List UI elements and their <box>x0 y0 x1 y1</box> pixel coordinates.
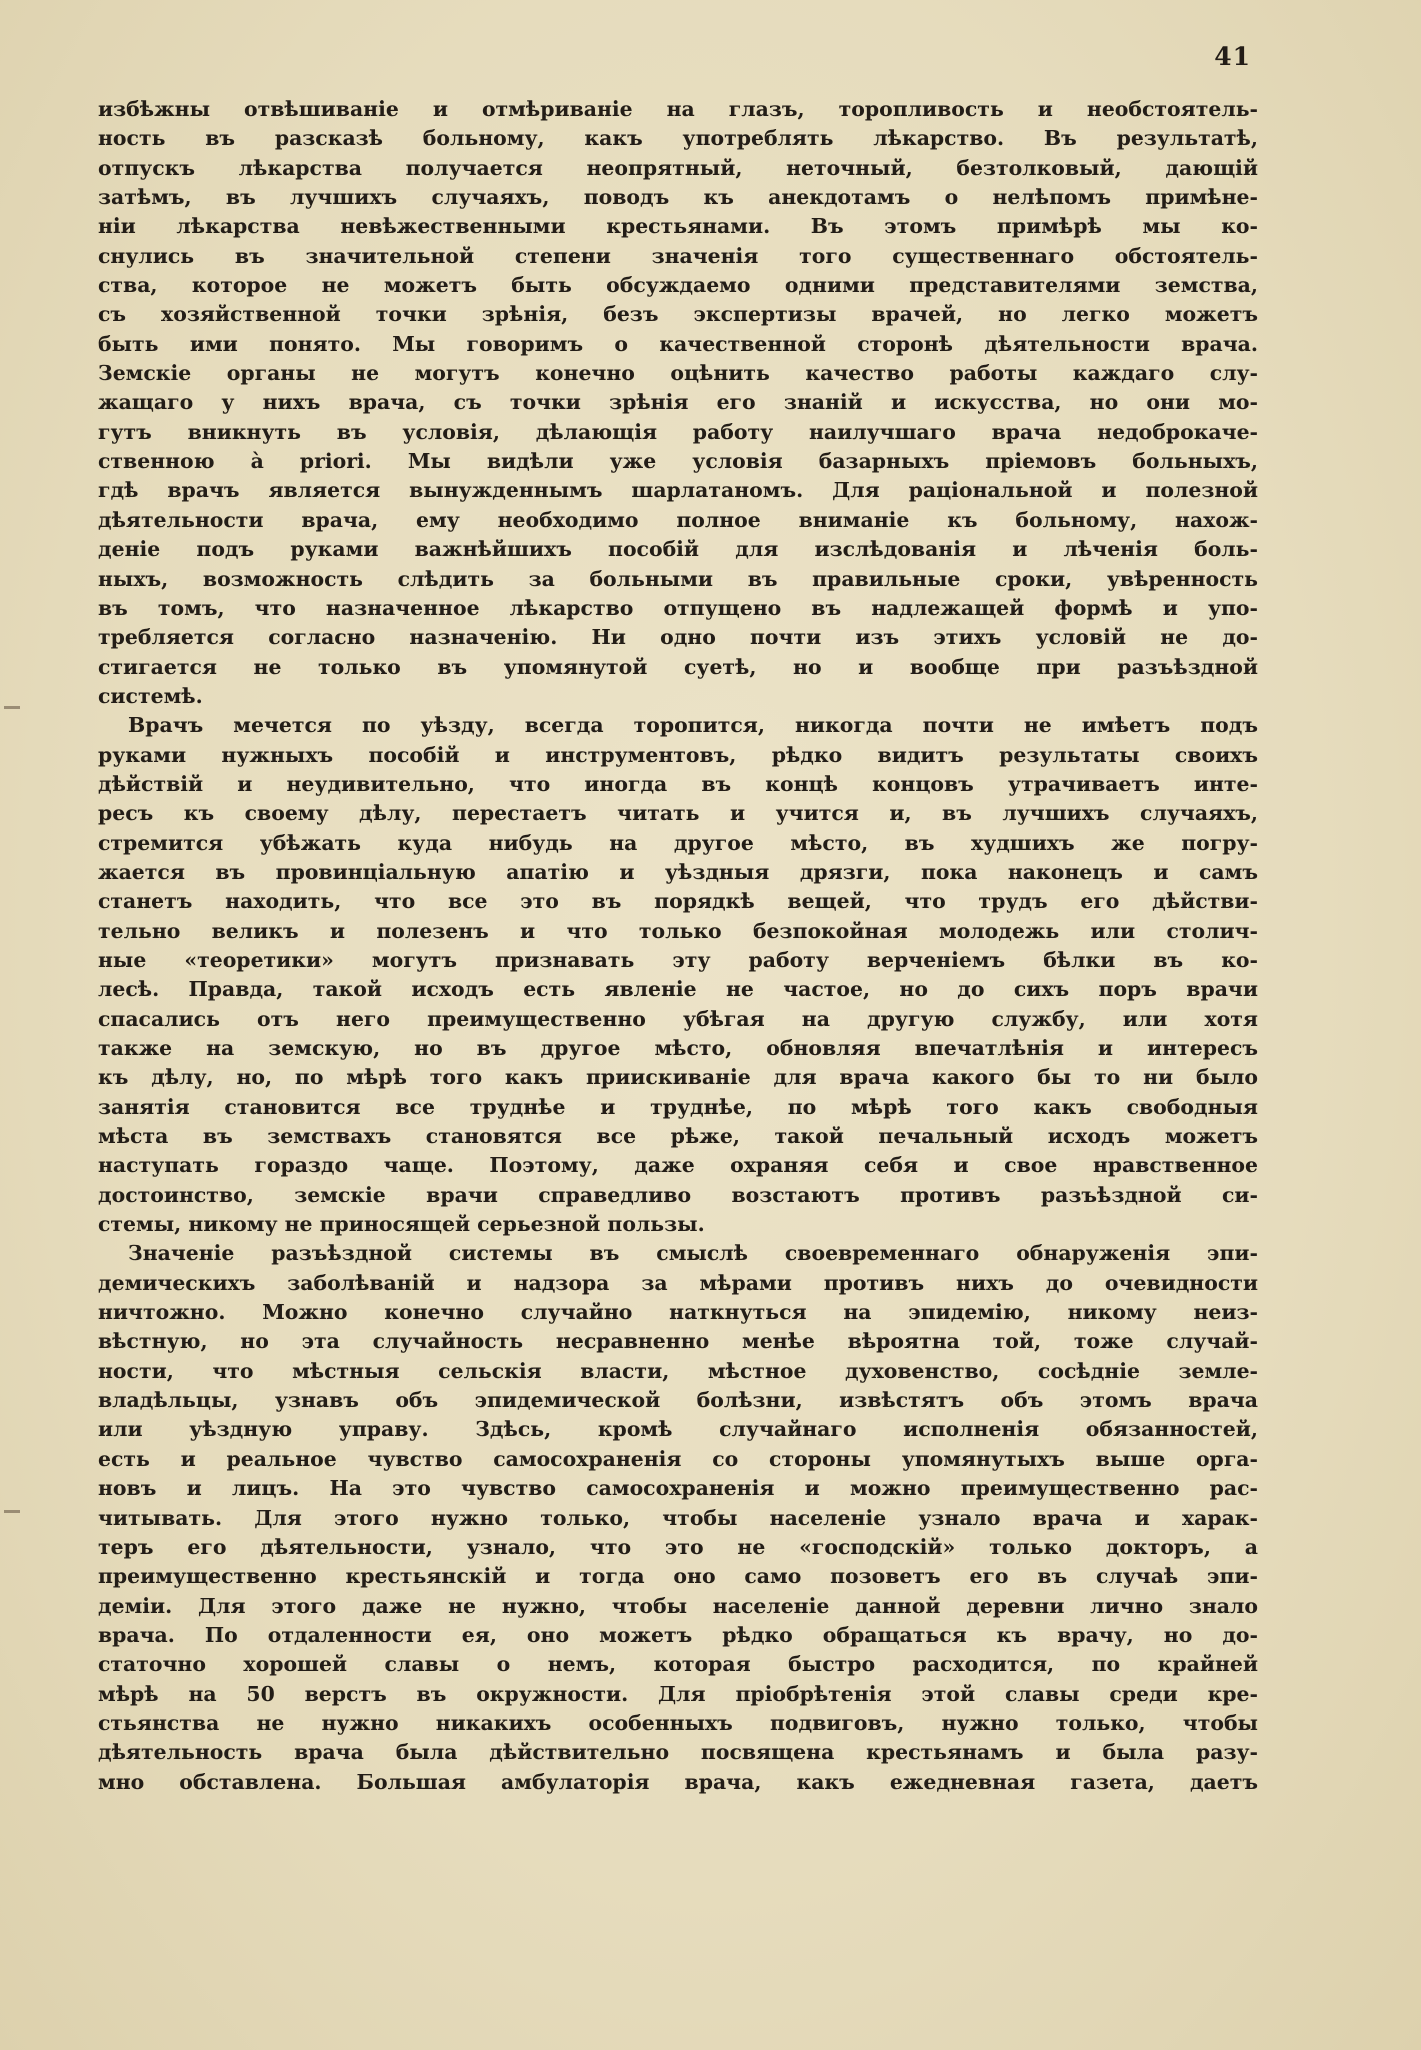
text-line: съ хозяйственной точки зрѣнія, безъ экспертизы врачей, но легко можетъ <box>98 302 1258 327</box>
text-line: статочно хорошей славы о немъ, которая быстро расходится, по крайней <box>98 1652 1258 1677</box>
text-line: ничтожно. Можно конечно случайно наткнуться на эпидемію, никому неиз- <box>98 1300 1258 1325</box>
text-line: жается въ провинціальную апатію и уѣздныя дрязги, пока наконецъ и самъ <box>98 859 1258 884</box>
text-line: стигается не только въ упомянутой суетѣ, но и вообще при разъѣздной <box>98 654 1258 679</box>
text-line: дѣятельность врача была дѣйствительно посвящена крестьянамъ и была разу- <box>98 1740 1258 1765</box>
text-line: стемы, никому не приносящей серьезной пользы. <box>98 1212 705 1237</box>
paragraph <box>98 711 1258 1239</box>
text-line: гутъ вникнуть въ условія, дѣлающія работу наилучшаго врача недоброкаче- <box>98 419 1258 444</box>
text-line: системѣ. <box>98 683 203 708</box>
text-line: гдѣ врачъ является вынужденнымъ шарлатаномъ. Для раціональной и полезной <box>98 478 1258 503</box>
text-line: теръ его дѣятельности, узнало, что это не «господскій» только докторъ, а <box>98 1534 1258 1559</box>
text-line: къ дѣлу, но, по мѣрѣ того какъ приискиваніе для врача какого бы то ни было <box>98 1065 1258 1090</box>
text-line: мно обставлена. Большая амбулаторія врача, какъ ежедневная газета, даетъ <box>98 1769 1258 1794</box>
page-number: 41 <box>1214 42 1251 71</box>
text-line: Значеніе разъѣздной системы въ смыслѣ своевременнаго обнаруженія эпи- <box>128 1241 1258 1266</box>
text-line: занятія становится все труднѣе и труднѣе, по мѣрѣ того какъ свободныя <box>98 1094 1258 1119</box>
text-line: ности, что мѣстныя сельскія власти, мѣстное духовенство, сосѣдніе земле- <box>98 1358 1258 1383</box>
text-line: Земскіе органы не могутъ конечно оцѣнить качество работы каждаго слу- <box>98 361 1258 386</box>
text-line: избѣжны отвѣшиваніе и отмѣриваніе на глазъ, торопливость и необстоятель- <box>98 97 1258 121</box>
text-line: ніи лѣкарства невѣжественными крестьянами. Въ этомъ примѣрѣ мы ко- <box>98 214 1258 239</box>
paragraph <box>98 1239 1258 1797</box>
text-line: новъ и лицъ. На это чувство самосохраненія и можно преимущественно рас- <box>98 1476 1258 1501</box>
text-line: ресъ къ своему дѣлу, перестаетъ читать и учится и, въ лучшихъ случаяхъ, <box>98 801 1258 826</box>
text-line: требляется согласно назначенію. Ни одно почти изъ этихъ условій не до- <box>98 625 1258 650</box>
text-line: есть и реальное чувство самосохраненія со стороны упомянутыхъ выше орга- <box>98 1446 1258 1471</box>
text-line: ные «теоретики» могутъ признавать эту работу верченіемъ бѣлки въ ко- <box>98 947 1258 972</box>
paragraph <box>98 95 1258 711</box>
text-line: врача. По отдаленности ея, оно можетъ рѣдко обращаться къ врачу, но до- <box>98 1622 1258 1647</box>
text-line: ственною à priori. Мы видѣли уже условія базарныхъ пріемовъ больныхъ, <box>98 449 1258 474</box>
text-line: владѣльцы, узнавъ объ эпидемической болѣзни, извѣстятъ объ этомъ врача <box>98 1388 1258 1413</box>
body-text <box>98 95 1258 1797</box>
text-line: достоинство, земскіе врачи справедливо возстаютъ противъ разъѣздной си- <box>98 1182 1258 1207</box>
text-line: быть ими понято. Мы говоримъ о качественной сторонѣ дѣятельности врача. <box>98 331 1258 356</box>
text-line: стремится убѣжать куда нибудь на другое мѣсто, въ худшихъ же погру- <box>98 830 1258 855</box>
text-line: ныхъ, возможность слѣдить за больными въ правильные сроки, увѣренность <box>98 566 1258 591</box>
text-line: руками нужныхъ пособій и инструментовъ, рѣдко видитъ результаты своихъ <box>98 742 1258 767</box>
text-line: мѣста въ земствахъ становятся все рѣже, такой печальный исходъ можетъ <box>98 1124 1258 1149</box>
text-line: снулись въ значительной степени значенія того существеннаго обстоятель- <box>98 243 1258 268</box>
text-line: мѣрѣ на 50 верстъ въ окружности. Для пріобрѣтенія этой славы среди кре- <box>98 1681 1258 1706</box>
paragraph-list <box>98 95 1258 1797</box>
text-line: спасались отъ него преимущественно убѣгая на другую службу, или хотя <box>98 1006 1258 1031</box>
text-line: деміи. Для этого даже не нужно, чтобы населеніе данной деревни лично знало <box>98 1593 1258 1618</box>
text-line: наступать гораздо чаще. Поэтому, даже охраняя себя и свое нравственное <box>98 1153 1258 1178</box>
text-line: также на земскую, но въ другое мѣсто, обновляя впечатлѣнія и интересъ <box>98 1036 1258 1060</box>
text-line: или уѣздную управу. Здѣсь, кромѣ случайнаго исполненія обязанностей, <box>98 1417 1258 1442</box>
text-line: тельно великъ и полезенъ и что только безпокойная молодежь или столич- <box>98 918 1258 943</box>
text-line: преимущественно крестьянскій и тогда оно само позоветъ его въ случаѣ эпи- <box>98 1564 1258 1589</box>
text-line: читывать. Для этого нужно только, чтобы населеніе узнало врача и харак- <box>98 1505 1258 1530</box>
text-line: демическихъ заболѣваній и надзора за мѣрами противъ нихъ до очевидности <box>98 1270 1258 1295</box>
text-line: деніе подъ руками важнѣйшихъ пособій для изслѣдованія и лѣченія боль- <box>98 537 1258 562</box>
text-line: Врачъ мечется по уѣзду, всегда торопится, никогда почти не имѣетъ подъ <box>128 713 1258 738</box>
text-line: дѣятельности врача, ему необходимо полное вниманіе къ больному, нахож- <box>98 507 1258 532</box>
text-line: ность въ разсказѣ больному, какъ употреблять лѣкарство. Въ результатѣ, <box>98 126 1258 151</box>
text-line: ства, которое не можетъ быть обсуждаемо одними представителями земства, <box>98 273 1258 298</box>
text-line: жащаго у нихъ врача, съ точки зрѣнія его знаній и искусства, но они мо- <box>98 390 1258 415</box>
text-line: отпускъ лѣкарства получается неопрятный, неточный, безтолковый, дающій <box>98 155 1258 180</box>
margin-mark <box>4 706 20 709</box>
text-line: станетъ находить, что все это въ порядкѣ вещей, что трудъ его дѣйстви- <box>98 889 1258 914</box>
text-line: вѣстную, но эта случайность несравненно менѣе вѣроятна той, тоже случай- <box>98 1329 1258 1354</box>
text-line: въ томъ, что назначенное лѣкарство отпущено въ надлежащей формѣ и упо- <box>98 595 1258 620</box>
margin-mark <box>4 1510 20 1513</box>
text-line: лесѣ. Правда, такой исходъ есть явленіе не частое, но до сихъ поръ врачи <box>98 977 1258 1002</box>
text-line: затѣмъ, въ лучшихъ случаяхъ, поводъ къ анекдотамъ о нелѣпомъ примѣне- <box>98 185 1258 210</box>
text-line: стьянства не нужно никакихъ особенныхъ подвиговъ, нужно только, чтобы <box>98 1710 1258 1735</box>
text-line: дѣйствій и неудивительно, что иногда въ концѣ концовъ утрачиваетъ инте- <box>98 771 1258 796</box>
